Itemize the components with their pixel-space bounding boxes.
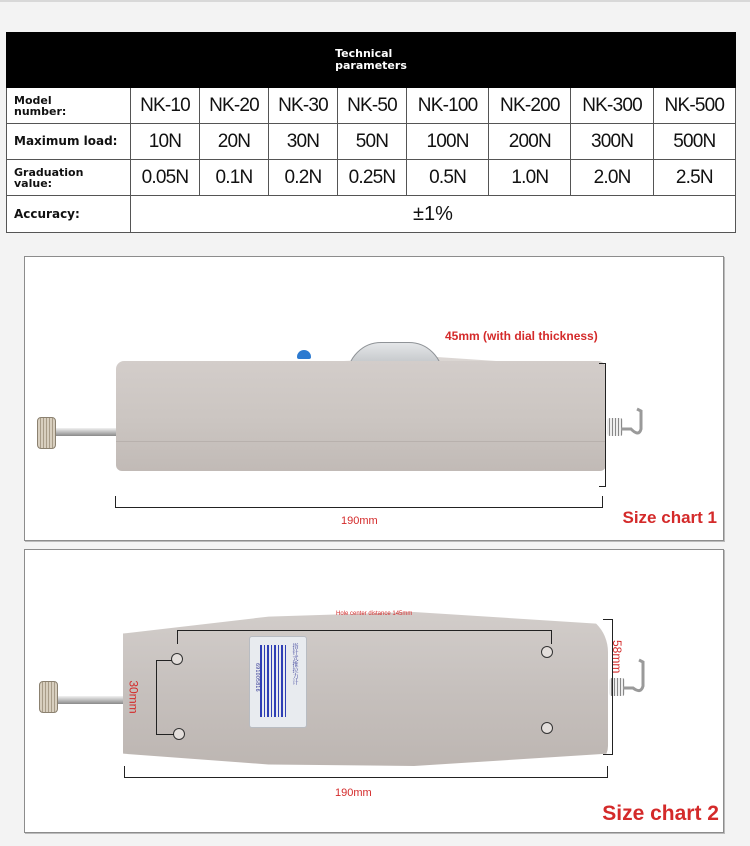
model-cell: NK-200 [489, 88, 571, 124]
model-cell: NK-30 [269, 88, 338, 124]
table-row-model [7, 88, 736, 124]
hook-icon [621, 407, 647, 445]
row-label-graduation-line2: value: [14, 176, 53, 190]
graduation-cell: 1.0N [489, 160, 571, 196]
hole-distance-cap [551, 630, 552, 644]
accuracy-value: ±1% [131, 196, 736, 233]
graduation-cell: 0.05N [131, 160, 200, 196]
hole-vertical-label: 30mm [126, 680, 141, 714]
length-dimension-cap [607, 766, 608, 778]
reset-button-knob [297, 350, 311, 359]
max-load-cell: 30N [269, 124, 338, 160]
model-cell: NK-10 [131, 88, 200, 124]
table-header-row [7, 33, 736, 88]
body-seam [116, 441, 606, 442]
row-label-graduation [7, 160, 131, 196]
graduation-cell: 2.0N [571, 160, 653, 196]
length-dimension-cap [124, 766, 125, 778]
graduation-cell: 0.1N [200, 160, 269, 196]
row-label-model [7, 88, 131, 124]
model-cell: NK-50 [338, 88, 407, 124]
gauge-body [116, 361, 606, 471]
length-dimension-line [124, 777, 608, 778]
barcode-icon [260, 645, 288, 717]
height-dimension-label: 58mm [610, 640, 624, 674]
max-load-cell: 10N [131, 124, 200, 160]
table-row-graduation [7, 160, 736, 196]
gauge-back-body [123, 612, 608, 766]
table-title [335, 48, 407, 72]
max-load-cell: 20N [200, 124, 269, 160]
length-dimension-cap [115, 496, 116, 508]
screw-icon [171, 653, 183, 665]
max-load-cell: 200N [489, 124, 571, 160]
graduation-cell: 0.5N [407, 160, 489, 196]
height-dimension-cap [599, 363, 606, 364]
thumb-knob [39, 681, 58, 713]
product-sticker [249, 636, 307, 728]
max-load-cell: 100N [407, 124, 489, 160]
max-load-cell: 50N [338, 124, 407, 160]
row-label-model-line2: number: [14, 104, 67, 118]
hole-distance-cap [177, 630, 178, 644]
hole-vertical-line [156, 660, 157, 735]
table-header [7, 33, 736, 88]
table-title-line-2: parameters [335, 58, 407, 72]
sticker-code: 691005816 [254, 663, 260, 692]
max-load-cell: 300N [571, 124, 653, 160]
height-dimension-label: 45mm (with dial thickness) [445, 329, 598, 343]
row-label-accuracy: Accuracy: [7, 196, 131, 233]
model-cell: NK-100 [407, 88, 489, 124]
model-cell: NK-20 [200, 88, 269, 124]
hole-distance-label: Hole center distance 145mm [336, 611, 413, 617]
hole-distance-line [177, 630, 552, 631]
height-dimension-cap [603, 754, 613, 755]
model-cell: NK-300 [571, 88, 653, 124]
push-rod [55, 696, 125, 704]
row-label-max-load: Maximum load: [7, 124, 131, 160]
screw-icon [541, 646, 553, 658]
length-dimension-label: 190mm [341, 515, 378, 527]
length-dimension-cap [602, 496, 603, 508]
top-divider [0, 0, 750, 2]
row-label-model-line1: Model [14, 93, 52, 107]
size-chart-1-panel [24, 256, 724, 541]
max-load-cell: 500N [653, 124, 735, 160]
sticker-title: 指针式推拉力计 [291, 643, 298, 685]
graduation-cell: 2.5N [653, 160, 735, 196]
size-chart-1-title: Size chart 1 [622, 508, 717, 527]
hook-icon [623, 658, 649, 696]
height-dimension-cap [599, 486, 606, 487]
table-row-accuracy [7, 196, 736, 233]
screw-icon [541, 722, 553, 734]
length-dimension-label: 190mm [335, 787, 372, 799]
row-label-graduation-line1: Graduation [14, 165, 84, 179]
table-row-max-load [7, 124, 736, 160]
screw-icon [173, 728, 185, 740]
size-chart-2-panel [24, 549, 724, 833]
hole-vertical-cap [156, 734, 174, 735]
table-title-line-1: Technical [335, 46, 393, 60]
graduation-cell: 0.2N [269, 160, 338, 196]
size-chart-2-title: Size chart 2 [602, 802, 719, 825]
length-dimension-line [115, 507, 603, 508]
height-dimension-line [605, 363, 606, 487]
model-cell: NK-500 [653, 88, 735, 124]
technical-parameters-table [6, 32, 736, 233]
height-dimension-cap [603, 619, 613, 620]
graduation-cell: 0.25N [338, 160, 407, 196]
thumb-knob [37, 417, 56, 449]
hole-vertical-cap [156, 660, 172, 661]
push-rod [53, 428, 119, 436]
